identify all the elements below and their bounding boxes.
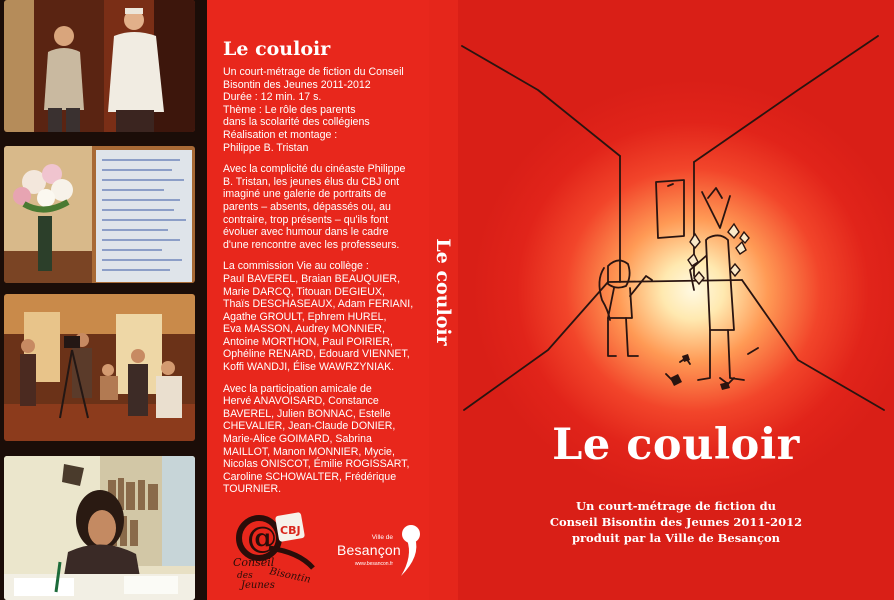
front-subtitle-line: produit par la Ville de Besançon	[571, 531, 781, 545]
cbj-line-3: des	[237, 571, 253, 581]
besancon-comma-icon	[397, 522, 427, 578]
intro-line: Réalisation et montage :	[223, 128, 338, 141]
participation-line: Marie-Alice GOIMARD, Sabrina	[223, 433, 372, 446]
front-subtitle	[458, 498, 894, 546]
photo-film-crew	[4, 294, 195, 441]
synopsis-line: imaginé une galerie de portraits de	[223, 188, 387, 201]
commission-line: Paul BAVEREL, Braian BEAUQUIER,	[223, 272, 401, 285]
besancon-logo	[337, 522, 429, 582]
synopsis-line: d'une rencontre avec les professeurs.	[223, 238, 400, 251]
intro-paragraph	[223, 66, 429, 154]
participation-line: Hervé ANAVOISARD, Constance	[223, 395, 379, 408]
back-title: Le couloir	[223, 38, 331, 60]
intro-line: Bisontin des Jeunes 2011-2012	[223, 78, 371, 91]
back-text-panel	[207, 0, 429, 600]
intro-line: dans la scolarité des collégiens	[223, 116, 370, 129]
spine	[429, 0, 458, 600]
svg-text:@: @	[247, 521, 277, 556]
photo-strip	[0, 0, 207, 600]
synopsis-line: Avec la complicité du cinéaste Philippe	[223, 163, 406, 176]
cbj-badge-text: CBJ	[280, 524, 301, 537]
photo-parents-in-doorway	[4, 0, 195, 132]
cbj-line-1: Conseil	[233, 556, 275, 569]
front-subtitle-line: Conseil Bisontin des Jeunes 2011-2012	[549, 515, 803, 529]
front-title: Le couloir	[552, 420, 800, 470]
participation-line: BAVEREL, Julien BONNAC, Estelle	[223, 407, 391, 420]
commission-paragraph	[223, 260, 429, 373]
front-subtitle-line: Un court-métrage de fiction du	[575, 499, 777, 513]
commission-line: Eva MASSON, Audrey MONNIER,	[223, 323, 385, 336]
participation-line: Nicolas ONISCOT, Émilie ROGISSART,	[223, 458, 410, 471]
intro-line: Durée : 12 min. 17 s.	[223, 91, 322, 104]
synopsis-line: B. Tristan, les jeunes élus du CBJ ont	[223, 175, 400, 188]
commission-line: Koffi WANDJI, Élise WAWRZYNIAK.	[223, 361, 395, 374]
besancon-ville-de: Ville de	[371, 534, 393, 541]
spine-title: Le couloir	[432, 238, 454, 346]
intro-line: Un court-métrage de fiction du Conseil	[223, 66, 404, 78]
commission-line: La commission Vie au collège :	[223, 260, 369, 273]
participation-line: Avec la participation amicale de	[223, 382, 372, 395]
commission-line: Antoine MORTHON, Paul POIRIER,	[223, 335, 393, 348]
synopsis-line: parents – absents, dépassés ou, au	[223, 200, 391, 213]
commission-line: Marie DARCQ, Titouan DEGIEUX,	[223, 285, 385, 298]
synopsis-line: contraire, trop présents – qu'ils font	[223, 213, 389, 226]
back-body	[223, 66, 429, 505]
participation-line: TOURNIER.	[223, 483, 282, 496]
intro-line: Philippe B. Tristan	[223, 141, 309, 154]
cbj-line-4: Jeunes	[241, 580, 275, 591]
cbj-line-2: Bisontin	[268, 566, 312, 586]
commission-line: Ophéline RENARD, Edouard VIENNET,	[223, 348, 410, 361]
front-cover	[458, 0, 894, 600]
intro-line: Thème : Le rôle des parents	[223, 103, 356, 116]
synopsis-line: évoluer avec humour dans le cadre	[223, 226, 389, 239]
synopsis-paragraph	[223, 163, 429, 251]
participation-line: MAILLOT, Manon MONNIER, Mycie,	[223, 445, 395, 458]
commission-line: Agathe GROULT, Ephrem HUREL,	[223, 310, 387, 323]
photo-girl-on-phone	[4, 456, 195, 600]
participation-line: CHEVALIER, Jean-Claude DONIER,	[223, 420, 396, 433]
commission-line: Thaïs DESCHASEAUX, Adam FERIANI,	[223, 298, 414, 311]
besancon-name: Besançon	[337, 542, 401, 558]
participation-line: Caroline SCHOWALTER, Frédérique	[223, 470, 397, 483]
participation-paragraph	[223, 383, 429, 496]
cbj-logo	[229, 508, 337, 592]
besancon-url: www.besancon.fr	[354, 561, 393, 567]
photo-flowers-and-flipchart	[4, 146, 195, 283]
